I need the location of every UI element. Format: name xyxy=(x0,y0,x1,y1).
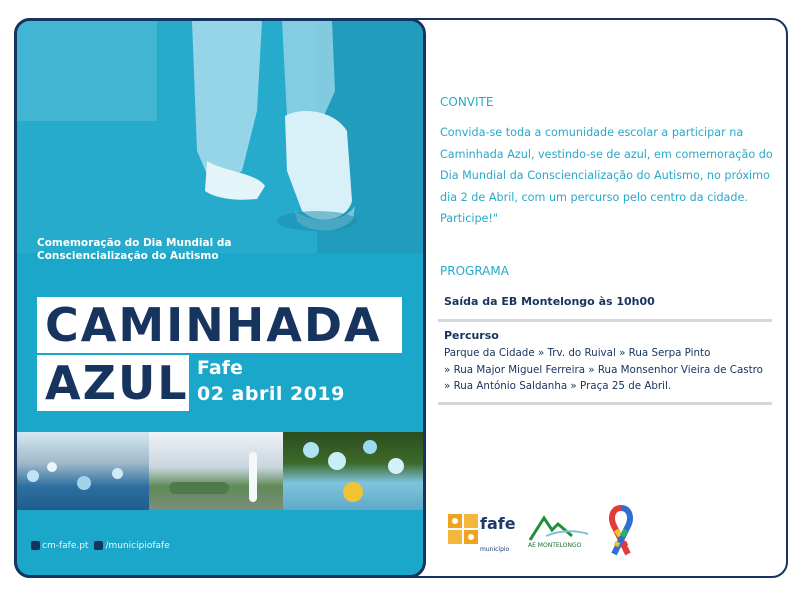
invite-heading: CONVITE xyxy=(440,95,494,109)
fafe-municipality-logo: fafe município xyxy=(448,510,506,550)
poster-subtitle: Comemoração do Dia Mundial da Consciencialização do Autismo xyxy=(37,237,232,262)
poster-title-line1: CAMINHADA xyxy=(37,297,402,353)
crowd-photo-1 xyxy=(17,432,149,510)
program-heading: PROGRAMA xyxy=(440,264,509,278)
poster-title-line2: AZUL xyxy=(37,355,189,411)
autism-awareness-ribbon-icon xyxy=(604,504,638,560)
departure-info: Saída da EB Montelongo às 10h00 xyxy=(444,295,655,308)
invite-body: Convida-se toda a comunidade escolar a participar na Caminhada Azul, vestindo-se de azul, em comemoração do Dia Mundial da Consciencialização do Autismo, no próximo dia 2 de Abril, com um percurso pelo centro da cidade. Participe!" xyxy=(440,126,773,225)
web-link[interactable]: cm-fafe.pt xyxy=(31,541,88,551)
poster-date: 02 abril 2019 xyxy=(197,383,345,405)
route-line-2: » Rua Major Miguel Ferreira » Rua Monsenhor Vieira de Castro xyxy=(444,364,763,376)
route-title: Percurso xyxy=(444,329,499,342)
web-icon xyxy=(31,541,40,550)
facebook-icon xyxy=(94,541,103,550)
poster-footer-links xyxy=(31,541,170,551)
route-line-1: Parque da Cidade » Trv. do Ruival » Rua Serpa Pinto xyxy=(444,347,711,359)
poster-city: Fafe xyxy=(197,357,243,379)
facebook-link[interactable]: /municipiofafe xyxy=(94,541,169,551)
program-divider-1 xyxy=(438,319,772,322)
runner-feet-photo xyxy=(17,21,423,253)
route-line-3: » Rua António Saldanha » Praça 25 de Abril. xyxy=(444,380,672,392)
invitation-text-panel xyxy=(438,18,778,578)
ae-montelongo-logo: AE MONTELONGO xyxy=(526,512,590,552)
balloons-photo xyxy=(283,432,423,510)
program-divider-2 xyxy=(438,402,772,405)
park-fountain-photo xyxy=(149,432,283,510)
event-poster xyxy=(14,18,426,578)
event-photo-strip xyxy=(17,432,423,510)
